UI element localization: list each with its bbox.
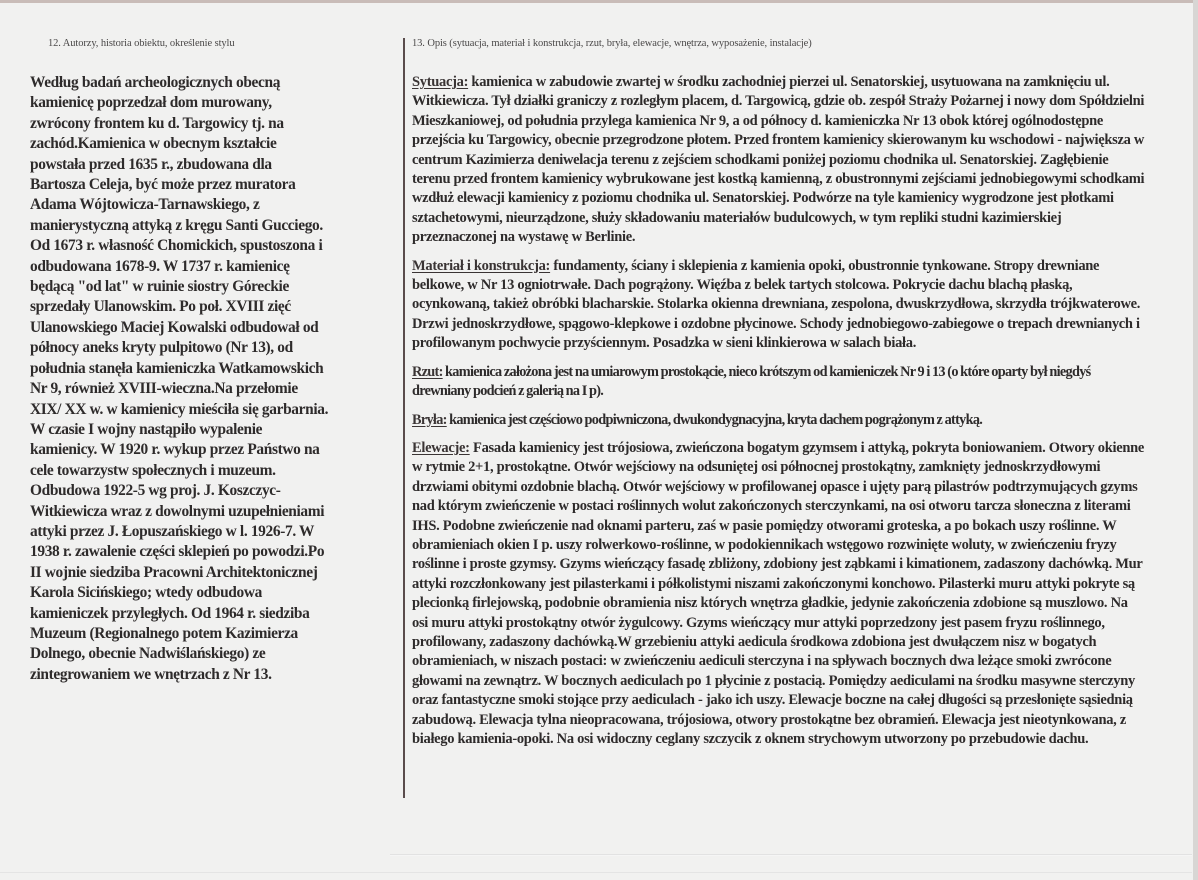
paragraph-bryla [412, 411, 1147, 430]
history-column [30, 38, 330, 685]
paragraph-rzut [412, 363, 1147, 402]
paragraph-material [412, 257, 1147, 354]
heading-material: Materiał i konstrukcja: [412, 257, 551, 274]
section-13-label: 13. Opis (sytuacja, materiał i konstrukcja, rzut, bryła, elewacje, wnętrza, wyposażenie, instalacje) [412, 38, 812, 49]
history-text: Według badań archeologicznych obecną kamienicę poprzedzał dom murowany, zwrócony frontem ku d. Targowicy tj. na zachód.Kamienica w obecnym kształcie powstała przed 1635 r., zbudowana dla Bartosza Celeja, być może przez muratora Adama Wójtowicza-Tarnawskiego, z manierystyczną attyką z kręgu Santi Gucciego. Od 1673 r. własność Chomickich, spustoszona i odbudowana 1678-9. W 1737 r. kamienicę będącą "od lat" w ruinie siostry Góreckie sprzedały Ulanowskim. Po poł. XVIII zięć Ulanowskiego Maciej Kowalski odbudował od północy aneks kryty pulpitowo (Nr 13), od południa stanęła kamieniczka Watkamowskich Nr 9, również XVIII-wieczna.Na przełomie XIX/ XX w. w kamienicy mieściła się garbarnia. W czasie I wojny nastąpiło wypalenie kamienicy. W 1920 r. wykup przez Państwo na cele towarzystw społecznych i muzeum. Odbudowa 1922-5 wg proj. J. Koszczyc-Witkiewicza wraz z dowolnymi uzupełnieniami attyki przez J. Łopuszańskiego w l. 1926-7. W 1938 r. zawalenie części sklepień po powodzi.Po II wojnie siedziba Pracowni Architektonicznej Karola Sicińskiego; wtedy odbudowa kamieniczek przyległych. Od 1964 r. siedziba Muzeum (Regionalnego potem Kazimierza Dolnego, obecnie Nadwiślańskiego) ze zintegrowaniem we wnętrzach z Nr 13. [30, 74, 329, 683]
text-sytuacja: kamienica w zabudowie zwartej w środku zachodniej pierzei ul. Senatorskiej, usytuowana na zamknięciu ul. Witkiewicza. Tył działki graniczy z rozległym placem, d. Targowicą, gdzie ob. zespół Straży Pożarnej i nowy dom Spółdzielni Mieszkaniowej, od południa przylega kamienica Nr 9, a od północy d. kamieniczka Nr 13 obok której ogólnodostępne przejścia ku Targowicy, obecnie przegrodzone płotem. Przed frontem kamienicy skierowanym ku wschodowi - największa w centrum Kazimierza deniwelacja terenu z zejściem schodkami poniżej poziomu chodnika ul. Senatorskiej. Zagłębienie terenu przed frontem kamienicy wybrukowane jest kostką kamienną, z obustronnymi zejściami jednobiegowymi schodkami wzdłuż elewacji kamienicy z poziomu chodnika ul. Senatorskiej. Podwórze na tyle kamienicy wygrodzone jest płotkami sztachetowymi, nieurządzone, służy składowaniu materiałów budulcowych, w tym repliki studni kazimierskiej przeznaczonej na wystawę w Berlinie. [412, 74, 1145, 246]
heading-elewacje: Elewacje: [412, 439, 470, 456]
text-bryla: kamienica jest częściowo podpiwniczona, dwukondygnacyjna, kryta dachem pogrążonym z attyką. [446, 411, 983, 428]
heading-sytuacja: Sytuacja: [412, 74, 469, 90]
heading-rzut: Rzut: [412, 363, 443, 380]
description-column [412, 38, 1147, 758]
paper-fold-line [390, 854, 1192, 856]
paragraph-elewacje [412, 439, 1147, 750]
text-rzut: kamienica założona jest na umiarowym prostokącie, nieco krótszym od kamieniczek Nr 9 i 13 (o które oparty był niegdyś drewniany podcień z galerią na I p). [412, 363, 1091, 400]
page-right-edge [1193, 0, 1198, 880]
text-elewacje: Fasada kamienicy jest trójosiowa, zwieńczona bogatym gzymsem i attyką, pokryta boniowaniem. Otwory okienne w rytmie 2+1, prostokątne. Otwór wejściowy na odsuniętej osi północnej prostokątny, zamknięty jednoskrzydłowymi drzwiami obitymi ozdobnie blachą. Otwór wejściowy w profilowanej opasce i ujęty parą pilastrów podtrzymujących gzyms nad którym zwieńczenie w postaci roślinnych wolut zakończonych sterczynkami, na osi otworu tarcza słoneczna z literami IHS. Podobne zwieńczenie nad oknami parteru, zaś w pasie pomiędzy otworami groteska, a po bokach uszy roślinne. W obramieniach okien I p. uszy rolwerkowo-roślinne, w podokiennikach wstęgowo rozwinięte woluty, w zwieńczeniu fryzy roślinne i proste gzymsy. Gzyms wieńczący fasadę zbliżony, zdobiony jest ząbkami i kimationem, zadaszony dachówką. Mur attyki rozczłonkowany jest pilasterkami i półkolistymi niszami zakończonymi konchowo. Pilasterki muru attyki pokryte są plecionką firlejowską, podobnie obramienia nisz których wnętrza gładkie, jedynie zakończenia zdobione są muszlowo. Na osi muru attyki prostokątny otwór żygulcowy. Gzyms wieńczący mur attyki poprzedzony jest pasem fryzu roślinnego, profilowany, zadaszony dachówką.W grzebieniu attyki aedicula środkowa zdobiona jest dwułączem nisz w bogatych obramieniach, w niszach postaci: w zwieńczeniu aediculi sterczyna i na spływach bocznych dwa leżące smoki zwrócone głowami na zewnątrz. W bocznych aediculach po 1 płycinie z postacią. Pomiędzy aediculami na środku masywne sterczyny oraz fantastyczne smoki stojące przy aediculach - jako ich uszy. Elewacje boczne na całej długości są przesłonięte sąsiednią zabudową. Elewacja tylna nieopracowana, trójosiowa, otwory prostokątne bez obramień. Elewacja jest nieotynkowana, z białego kamienia-opoki. Na osi widoczny ceglany szczycik z oknem strychowym utworzony po przebudowie dachu. [412, 439, 1145, 747]
description-paragraphs [412, 73, 1147, 749]
text-material: fundamenty, ściany i sklepienia z kamienia opoki, obustronnie tynkowane. Stropy drewniane belkowe, w Nr 13 ogniotrwałe. Dach pogrążony. Więźba z belek tartych stolcowa. Pokrycie dachu blachą płaską, ocynkowaną, takież obróbki blacharskie. Stolarka okienna drewniana, zespolona, dwuskrzydłowa, skrzydła trójkwaterowe. Drzwi jednoskrzydłowe, spągowo-klepkowe i ozdobne płycinowe. Schody jednobiegowo-zabiegowe o trepach drewnianych i profilowanym pochwycie przyściennym. Posadzka w sieni klinkierowa w salach biała. [412, 257, 1141, 352]
column-divider [403, 38, 405, 798]
paragraph-sytuacja [412, 73, 1147, 248]
heading-bryla: Bryła: [412, 411, 447, 428]
paper-fold-line-lower [0, 872, 1192, 873]
page-top-edge [0, 0, 1198, 3]
section-12-label: 12. Autorzy, historia obiektu, określenie stylu [48, 38, 235, 49]
